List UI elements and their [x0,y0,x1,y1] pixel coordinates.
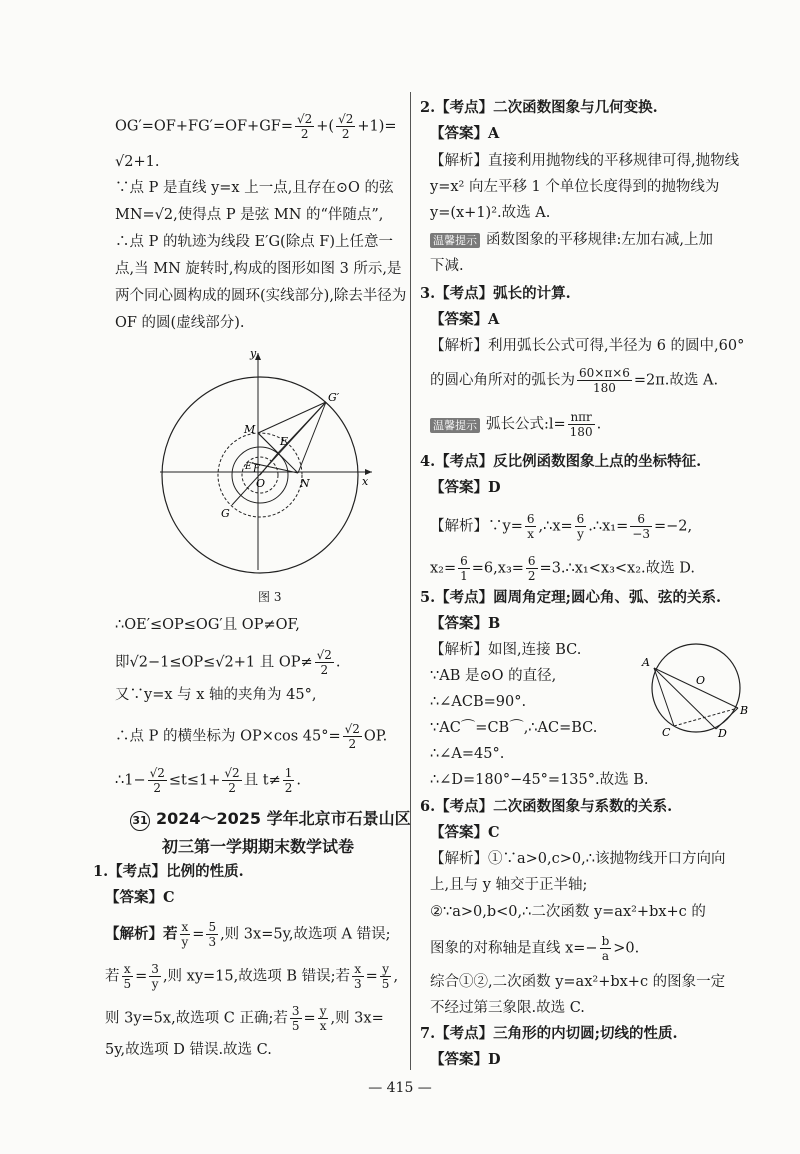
frac [149,962,161,991]
q6-explain: 不经过第三象限.故选 C. [430,1000,585,1016]
frac-den: 180 [569,425,593,439]
frac-num: nπr [568,410,595,425]
segment-me [258,433,278,453]
q5-explain: 【解析】如图,连接 BC. [430,642,582,658]
frac-num: √2 [149,766,165,780]
text-line [115,648,341,677]
frac-den: y [577,527,584,541]
frac-num: 6 [460,554,468,568]
frac-den: y [151,977,159,991]
eq-text: ,则 3x= [330,1010,384,1027]
eq-text: =2π.故选 A. [633,372,719,389]
frac [148,766,167,795]
q4-explain-line2 [430,554,695,583]
frac-den: 1 [460,569,468,583]
q1-explain-line3 [105,1004,384,1033]
text-line: √2+1. [115,154,160,170]
eq-text: ,则 xy=15,故选项 B 错误;若 [162,968,350,985]
eq-text: , [393,968,399,985]
frac-den: 5 [291,1019,300,1033]
eq-text: = [303,1010,316,1027]
frac-num: x [181,920,189,934]
q6-explain: 综合①②,二次函数 y=ax²+bx+c 的图象一定 [430,974,726,990]
q2-explain: y=(x+1)².故选 A. [430,205,551,221]
frac [283,766,295,795]
text-line: ∴OE′≤OP≤OG′且 OP≠OF, [115,617,300,633]
frac-num: x [122,962,134,977]
frac [315,648,334,677]
eq-text: 图象的对称轴是直线 x=− [430,940,598,957]
q6-answer: 【答案】C [430,824,500,841]
frac-den: a [601,949,610,963]
q2-kaodian: 2.【考点】二次函数图象与几何变换. [420,99,658,116]
frac-den: −3 [632,527,650,541]
label-g: G [221,507,230,520]
label-d: D [718,727,727,738]
label-e-prime: E′ [245,462,254,472]
label-o: O [256,477,266,490]
frac-num: 6 [527,554,536,568]
frac-num: 3 [151,962,159,976]
frac [380,962,392,991]
frac-num: x [352,962,364,977]
eq-text: ∴点 P 的横坐标为 OP×cos 45°= [115,728,341,745]
frac-num: √2 [338,112,354,126]
frac-num: 1 [284,766,293,780]
frac-den: y [181,935,189,949]
text-line: 点,当 MN 旋转时,构成的图形如图 3 所示,是 [115,261,402,277]
q1-explain-line2 [105,962,398,991]
frac-num: b [601,934,610,948]
eq-text: ,∴x= [538,518,573,535]
frac-num: 60×π×6 [579,366,630,380]
column-divider [410,92,411,1070]
q6-kaodian: 6.【考点】二次函数图象与系数的关系. [420,798,673,815]
eq-text: OP. [363,728,388,745]
frac [206,920,218,949]
q6-explain: 上,且与 y 轴交于正半轴; [430,877,588,893]
section-heading [130,806,411,831]
frac-den: 5 [381,977,390,991]
q5-explain: ∴∠D=180°−45°=135°.故选 B. [430,772,649,788]
frac-num: y [380,962,392,977]
frac-den: 2 [300,127,309,141]
frac-num: y [319,1004,327,1018]
frac-den: 2 [348,737,357,751]
frac-den: 180 [593,381,616,395]
frac [525,512,537,541]
segment-gg [232,402,326,505]
eq-text: =−2, [653,518,693,535]
q2-explain: 【解析】直接利用抛物线的平移规律可得,抛物线 [430,153,740,169]
frac-num: 6 [630,512,652,527]
q1-explain-line4: 5y,故选项 D 错误.故选 C. [105,1042,272,1058]
q3-kaodian: 3.【考点】弧长的计算. [420,285,571,302]
frac-num: 5 [208,920,217,934]
text-line: ∴点 P 的轨迹为线段 E′G(除点 F)上任意一 [115,234,394,250]
frac [343,722,362,751]
q3-tip [430,410,601,439]
label-e: E [280,435,289,448]
frac [600,934,612,963]
eq-text: 【解析】∵y= [430,518,523,535]
eq-text: ∴1− [115,772,146,789]
frac [295,112,314,141]
q5-explain: ∵AB 是⊙O 的直径, [430,668,557,684]
label-x: x [362,475,369,488]
eq-text: = [135,968,148,985]
chord-ac [654,668,674,726]
tip-text: 函数图象的平移规律:左加右减,上加 [486,232,713,248]
frac [180,920,191,949]
eq-text: +1)= [357,118,397,135]
frac-num: √2 [224,766,240,780]
frac-den: x [527,527,535,541]
q3-answer: 【答案】A [430,311,500,328]
section-number-badge: 31 [130,811,150,831]
frac-den: 2 [153,781,162,795]
frac [222,766,241,795]
q2-tip [430,230,713,251]
frac [336,112,355,141]
label-o: O [696,674,706,687]
eq-text: = [192,926,205,943]
frac-den: 2 [320,663,329,677]
text-line: MN=√2,使得点 P 是弦 MN 的“伴随点”, [115,207,384,223]
label-g-prime: G′ [328,391,340,404]
frac-num: 6 [526,512,535,526]
frac [458,554,470,583]
eq-text: 即√2−1≤OP≤√2+1 且 OP≠ [115,654,313,671]
frac-num: 6 [576,512,585,526]
eq-text: =6,x₃= [471,560,524,577]
chord-ad [654,668,716,729]
text-line: 两个同心圆构成的圆环(实线部分),除去半径为 [115,288,407,304]
label-f: F [253,464,260,475]
q4-kaodian: 4.【考点】反比例函数图象上点的坐标特征. [420,453,702,470]
frac [630,512,652,541]
eq-text: . [335,654,341,671]
frac [318,1004,329,1033]
frac [575,512,587,541]
eq-text: 弧长公式:l= [486,416,566,433]
q1-kaodian: 1.【考点】比例的性质. [93,863,244,880]
frac-num: √2 [316,648,332,662]
section-title-line2: 初三第一学期期末数学试卷 [162,837,355,856]
q7-kaodian: 7.【考点】三角形的内切圆;切线的性质. [420,1025,678,1042]
frac-num: √2 [344,722,360,736]
q5-explain: ∵AC⌒=CB⌒,∴AC=BC. [430,720,598,736]
eq-text: 则 3y=5x,故选项 C 正确;若 [105,1010,288,1027]
q1-explain-line1 [105,920,391,949]
label-c: C [662,726,671,738]
figure-caption: 图 3 [258,590,282,604]
tip-badge: 温馨提示 [430,418,480,433]
q5-answer: 【答案】B [430,615,501,632]
q7-answer: 【答案】D [430,1051,501,1068]
text-line: ∵点 P 是直线 y=x 上一点,且存在⊙O 的弦 [115,180,394,196]
eq-text: x₂= [430,560,457,577]
q5-kaodian: 5.【考点】圆周角定理;圆心角、弧、弦的关系. [420,589,722,606]
frac [352,962,364,991]
label-n: N [300,477,310,490]
label-y: y [250,347,257,360]
label-b: B [740,704,749,717]
text-line [115,766,301,795]
eq-text: . [296,772,302,789]
eq-text: ,则 3x=5y,故选项 A 错误; [220,926,391,943]
label-a: A [642,656,650,669]
frac-den: 2 [284,781,293,795]
q1-answer: 【答案】C [105,889,175,906]
text-line [115,722,387,751]
q2-explain: y=x² 向左平移 1 个单位长度得到的抛物线为 [430,179,720,195]
circle-figure-q5 [638,638,756,738]
eq-text: ≤t≤1+ [168,772,221,789]
q6-explain-formula [430,934,639,963]
frac [290,1004,302,1033]
eq-text: = [365,968,378,985]
eq-text: =3.∴x₁<x₃<x₂.故选 D. [539,560,695,577]
frac [526,554,538,583]
frac-den: 2 [228,781,236,795]
q3-explain: 【解析】利用弧长公式可得,半径为 6 的圆中,60° [430,338,745,354]
q5-explain: ∴∠ACB=90°. [430,694,527,710]
eq-text: . [596,416,602,433]
q2-answer: 【答案】A [430,125,500,142]
q6-explain: ②∵a>0,b<0,∴二次函数 y=ax²+bx+c 的 [430,904,706,920]
tip-text: 下减. [430,258,464,274]
q3-explain-formula [430,366,718,395]
frac-num: √2 [297,112,313,126]
eq-text: OG′=OF+FG′=OF+GF= [115,118,293,135]
eq-text: 若 [105,968,120,985]
figure-3-diagram [150,345,380,575]
eq-text: 【解析】若 [105,925,178,943]
q6-explain: 【解析】①∵a>0,c>0,∴该抛物线开口方向向 [430,851,726,867]
eq-text: 的圆心角所对的弧长为 [430,372,575,389]
eq-text: 且 t≠ [243,772,281,789]
frac-den: 5 [123,977,132,991]
frac-den: x [319,1019,327,1033]
frac [577,366,632,395]
frac-num: 3 [291,1004,300,1018]
equation-og [115,112,397,141]
frac [568,410,595,439]
q4-explain-line1 [430,512,692,541]
eq-text: >0. [613,940,640,957]
eq-text: .∴x₁= [588,518,629,535]
eq-text: +( [316,118,335,135]
tip-badge: 温馨提示 [430,233,480,248]
label-m: M [244,423,256,436]
frac-den: 2 [341,127,350,141]
q4-answer: 【答案】D [430,479,501,496]
frac-den: 3 [354,977,362,991]
q5-explain: ∴∠A=45°. [430,746,505,762]
frac-den: 2 [527,569,536,583]
section-title-line1: 2024～2025 学年北京市石景山区 [156,809,411,828]
text-line: 又∵y=x 与 x 轴的夹角为 45°, [115,687,317,703]
frac-den: 3 [208,935,217,949]
page-number: — 415 — [368,1080,432,1096]
frac [122,962,134,991]
text-line: OF 的圆(虚线部分). [115,315,245,331]
